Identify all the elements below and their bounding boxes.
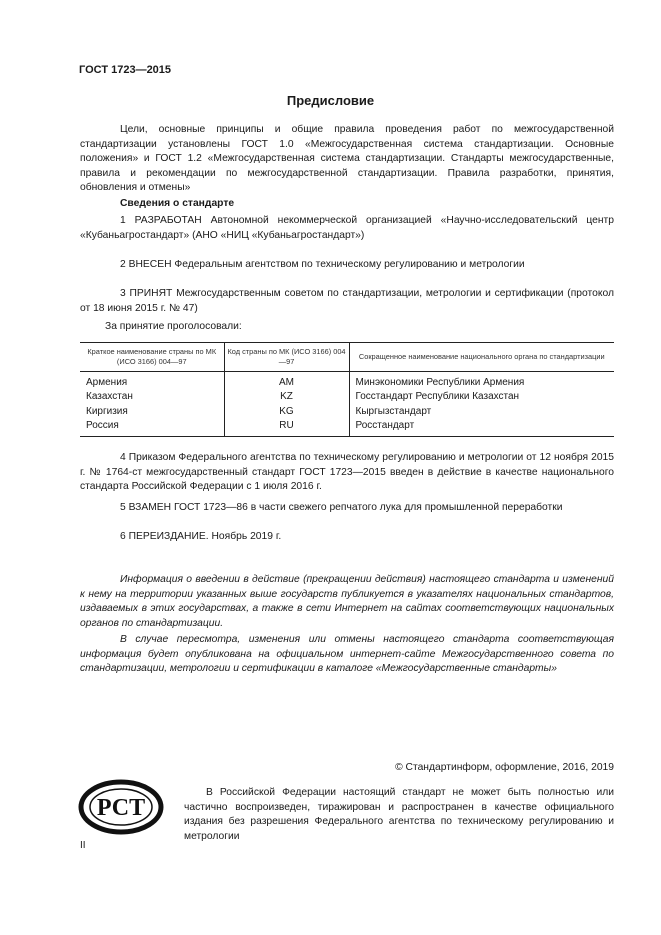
cell-code: RU	[224, 419, 349, 437]
rst-logo-icon	[78, 779, 164, 840]
cell-code: KZ	[224, 390, 349, 404]
intro-paragraph: Цели, основные принципы и общие правила проведения работ по межгосударственной стандартизации установлены ГОСТ 1.0 «Межгосударственная система стандартизации. Основные положения» и ГОСТ 1.2 «Межгосударственная система стандартизации. Стандарты межгосударственные, правила и рекомендации по межгосударственной стандартизации. Правила разработки, принятия, обновления и отмены»	[80, 124, 614, 194]
item-1: 1 РАЗРАБОТАН Автономной некоммерческой организацией «Научно-исследовательский центр «Кубаньагростандарт» (АНО «НИЦ «Кубаньагростандарт»)	[80, 215, 614, 241]
cell-body: Госстандарт Республики Казахстан	[349, 390, 614, 404]
table-header-row	[80, 343, 614, 372]
item-4: 4 Приказом Федерального агентства по техническому регулированию и метрологии от 12 ноября 2015 г. № 1764-ст межгосударственный стандарт ГОСТ 1723—2015 введен в действие в качестве национального стандарта Российской Федерации с 1 июля 2016 г.	[80, 452, 614, 493]
table-row	[80, 390, 614, 404]
vote-label: За принятие проголосовали:	[105, 321, 242, 332]
cell-country: Армения	[86, 377, 128, 388]
reproduction-notice: В Российской Федерации настоящий стандарт не может быть полностью или частично воспроизведен, тиражирован и распространен в качестве официального издания без разрешения Федерального агентства по техническому регулированию и метрологии	[184, 787, 614, 842]
header-code: Код страны по МК (ИСО 3166) 004—97	[224, 343, 349, 372]
page-number: II	[80, 840, 86, 851]
item-6: 6 ПЕРЕИЗДАНИЕ. Ноябрь 2019 г.	[120, 531, 282, 542]
svg-text:РСТ: РСТ	[96, 795, 146, 821]
item-5: 5 ВЗАМЕН ГОСТ 1723—86 в части свежего репчатого лука для промышленной переработки	[120, 502, 563, 513]
header-country: Краткое наименование страны по МК (ИСО 3166) 004—97	[80, 343, 224, 372]
cell-body: Кыргызстандарт	[349, 405, 614, 419]
cell-country: Казахстан	[86, 391, 133, 403]
countries-table	[80, 342, 614, 437]
cell-country: Киргизия	[86, 405, 128, 417]
item-2: 2 ВНЕСЕН Федеральным агентством по техническому регулированию и метрологии	[120, 259, 525, 270]
table-row	[80, 405, 614, 419]
cell-body: Минэкономики Республики Армения	[349, 372, 614, 391]
cell-body: Росстандарт	[349, 419, 614, 437]
cell-country: Россия	[80, 419, 224, 437]
cell-code: KG	[224, 405, 349, 419]
cell-code: AM	[224, 372, 349, 391]
header-body: Сокращенное наименование национального органа по стандартизации	[349, 343, 614, 372]
info-paragraph-2: В случае пересмотра, изменения или отмены настоящего стандарта соответствующая информация будет опубликована на официальном интернет-сайте Межгосударственного совета по стандартизации, метрологии и сертификации в каталоге «Межгосударственные стандарты»	[80, 634, 614, 675]
table-row	[80, 372, 614, 391]
document-code: ГОСТ 1723—2015	[79, 64, 172, 76]
item-3: 3 ПРИНЯТ Межгосударственным советом по стандартизации, метрологии и сертификации (протокол от 18 июня 2015 г. № 47)	[80, 288, 614, 314]
table-row	[80, 419, 614, 437]
page-title: Предисловие	[286, 93, 375, 108]
section-title: Сведения о стандарте	[120, 198, 235, 209]
info-paragraph-1: Информация о введении в действие (прекращении действия) настоящего стандарта и изменений к нему на территории указанных выше государств публикуется в указателях национальных стандартов, издаваемых в этих государствах, а также в сети Интернет на сайтах соответствующих национальных органов по стандартизации.	[80, 574, 614, 629]
copyright: © Стандартинформ, оформление, 2016, 2019	[395, 762, 614, 773]
